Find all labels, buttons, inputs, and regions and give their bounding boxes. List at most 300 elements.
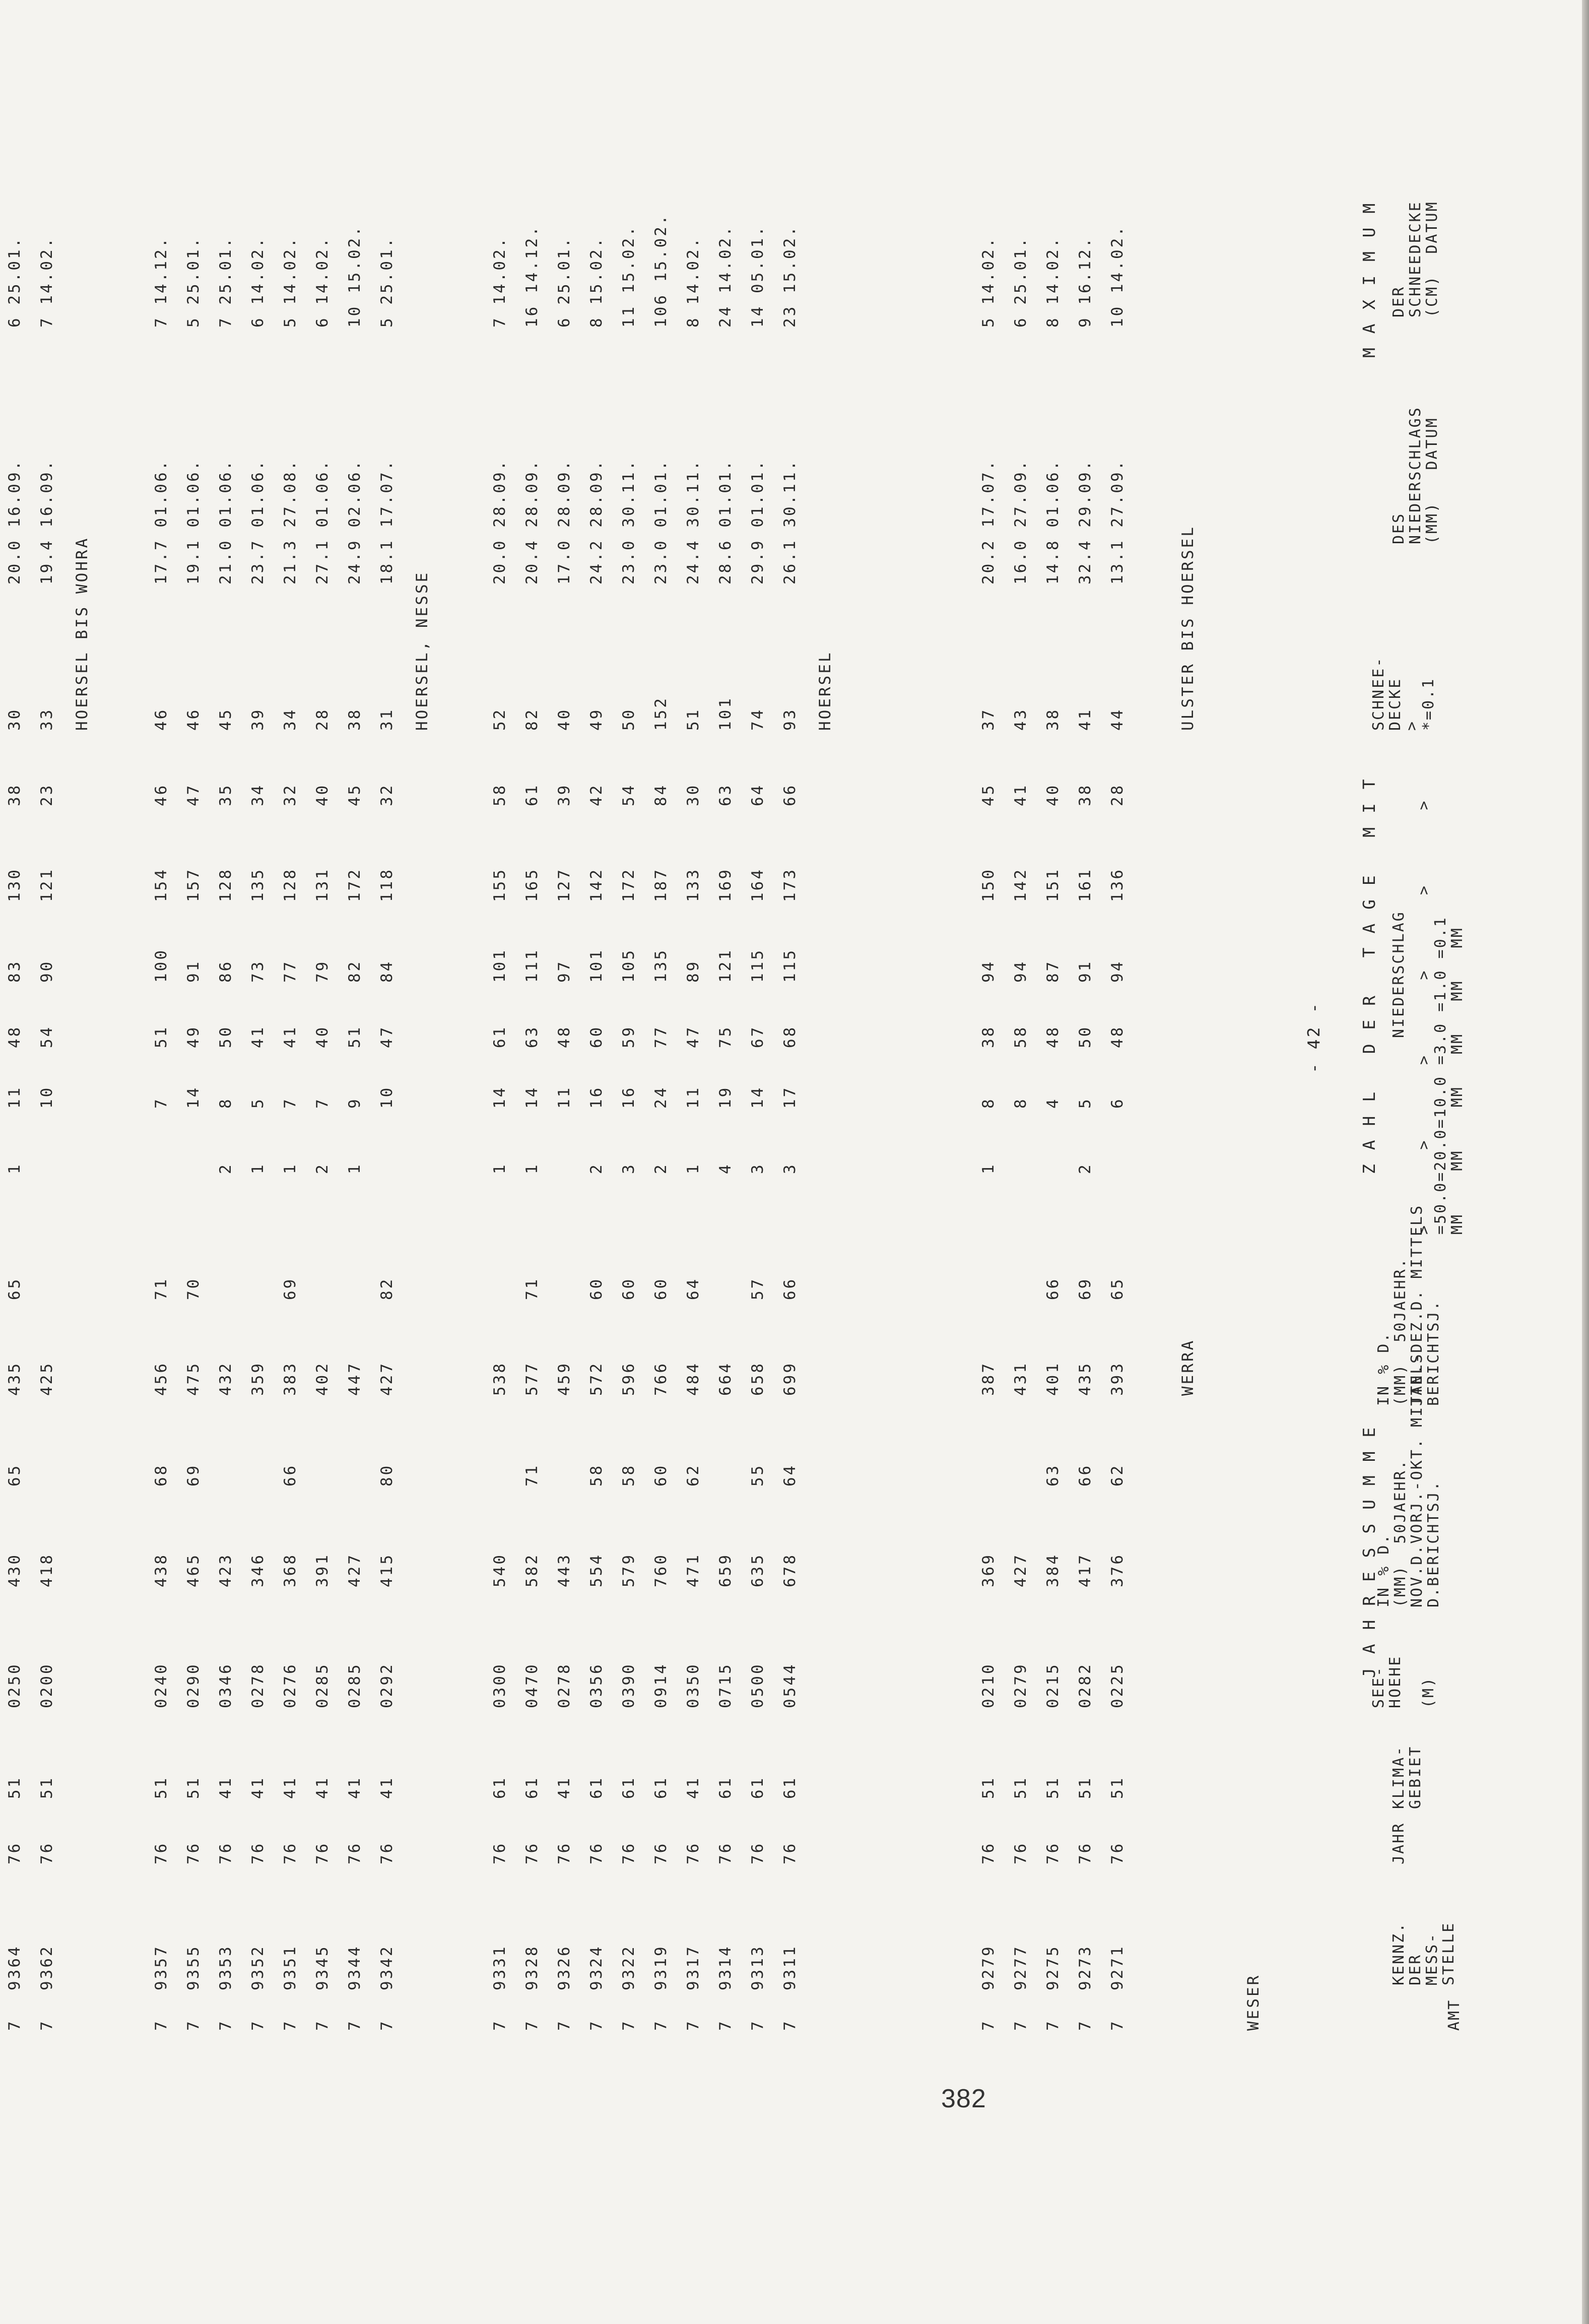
table-cell: 10: [378, 1085, 396, 1109]
table-cell: 17.0 28.09.: [555, 459, 573, 585]
table-cell: 8: [979, 1097, 998, 1109]
table-cell: 19.1 01.06.: [184, 459, 203, 585]
table-cell: 40: [313, 1025, 332, 1048]
table-cell: 14: [523, 1085, 541, 1109]
table-cell: 438: [152, 1553, 170, 1587]
subarea-label: HOERSEL BIS WOHRA: [73, 536, 91, 731]
table-cell: 19.4 16.09.: [38, 459, 56, 585]
table-cell: 55: [749, 1463, 767, 1487]
table-cell: 187: [652, 868, 670, 902]
table-cell: 74: [749, 707, 767, 731]
table-cell: 131: [313, 868, 332, 902]
table-cell: 2: [652, 1163, 670, 1174]
table-cell: 9355: [184, 1945, 203, 1990]
table-cell: 38: [346, 707, 364, 731]
table-cell: 48: [1108, 1025, 1127, 1048]
table-cell: 1: [249, 1163, 267, 1174]
table-cell: 28.6 01.01.: [716, 459, 735, 585]
table-cell: 26.1 30.11.: [781, 459, 799, 585]
table-cell: 10 15.02.: [346, 225, 364, 328]
table-cell: 9351: [281, 1945, 299, 1990]
table-cell: 61: [587, 1776, 606, 1799]
table-cell: 76: [281, 1841, 299, 1864]
table-cell: 40: [1044, 783, 1062, 806]
table-cell: 76: [652, 1841, 670, 1864]
table-cell: 100: [152, 948, 170, 983]
table-cell: 5 14.02.: [979, 236, 998, 328]
table-cell: 16 14.12.: [523, 225, 541, 328]
subarea-label: HOERSEL, NESSE: [413, 570, 431, 731]
table-cell: 7: [652, 2019, 670, 2031]
table-row: [1012, 0, 1030, 2031]
table-cell: 38: [1044, 707, 1062, 731]
table-cell: 58: [587, 1463, 606, 1487]
table-cell: 0390: [620, 1662, 638, 1708]
table-cell: 418: [38, 1553, 56, 1587]
maximum-title: M A X I M U M: [1359, 201, 1379, 358]
table-cell: 16.0 27.09.: [1012, 459, 1030, 585]
table-cell: 76: [313, 1841, 332, 1864]
table-cell: 142: [587, 868, 606, 902]
table-cell: 154: [152, 868, 170, 902]
table-cell: 447: [346, 1362, 364, 1396]
table-cell: 7: [716, 2019, 735, 2031]
table-cell: 24: [652, 1085, 670, 1109]
table-cell: 133: [684, 868, 702, 902]
table-cell: 7: [249, 2019, 267, 2031]
table-cell: 118: [378, 868, 396, 902]
table-cell: 63: [523, 1025, 541, 1048]
table-cell: 76: [781, 1841, 799, 1864]
table-cell: 65: [6, 1463, 24, 1487]
table-cell: 34: [249, 783, 267, 806]
table-cell: 51: [979, 1776, 998, 1799]
table-cell: 6 14.02.: [249, 236, 267, 328]
table-cell: 33: [38, 707, 56, 731]
table-cell: 7 25.01.: [217, 236, 235, 328]
table-cell: 9313: [749, 1945, 767, 1990]
table-cell: 1: [281, 1163, 299, 1174]
table-cell: 11: [555, 1085, 573, 1109]
table-cell: 157: [184, 868, 203, 902]
table-cell: 51: [684, 707, 702, 731]
table-cell: 0292: [378, 1662, 396, 1708]
table-cell: 7: [523, 2019, 541, 2031]
table-cell: 51: [184, 1776, 203, 1799]
table-cell: 77: [652, 1025, 670, 1048]
table-cell: 20.0 28.09.: [491, 459, 509, 585]
table-cell: 84: [652, 783, 670, 806]
table-cell: 61: [523, 1776, 541, 1799]
table-cell: 393: [1108, 1362, 1127, 1396]
table-cell: 23.0 30.11.: [620, 459, 638, 585]
table-cell: 45: [217, 707, 235, 731]
table-cell: 52: [491, 707, 509, 731]
table-cell: 66: [781, 783, 799, 806]
table-cell: 0278: [555, 1662, 573, 1708]
table-cell: 2: [313, 1163, 332, 1174]
table-cell: 14: [184, 1085, 203, 1109]
table-cell: 7 14.02.: [491, 236, 509, 328]
table-cell: 431: [1012, 1362, 1030, 1396]
table-cell: 63: [716, 783, 735, 806]
table-row: [979, 0, 998, 2031]
table-cell: 0200: [38, 1662, 56, 1708]
table-cell: 127: [555, 868, 573, 902]
table-cell: 7: [346, 2019, 364, 2031]
table-cell: 540: [491, 1553, 509, 1587]
table-cell: 20.4 28.09.: [523, 459, 541, 585]
table-cell: 61: [652, 1776, 670, 1799]
table-cell: 73: [249, 959, 267, 983]
table-cell: 7: [684, 2019, 702, 2031]
table-cell: 69: [281, 1277, 299, 1300]
table-cell: 658: [749, 1362, 767, 1396]
table-cell: 8 15.02.: [587, 236, 606, 328]
table-cell: 1: [684, 1163, 702, 1174]
table-cell: 151: [1044, 868, 1062, 902]
table-cell: 14: [749, 1085, 767, 1109]
table-cell: 172: [620, 868, 638, 902]
table-cell: 1: [979, 1163, 998, 1174]
table-cell: 40: [555, 707, 573, 731]
table-cell: 0210: [979, 1662, 998, 1708]
table-cell: 9322: [620, 1945, 638, 1990]
table-cell: 101: [491, 948, 509, 983]
table-cell: 35: [217, 783, 235, 806]
table-cell: 64: [749, 783, 767, 806]
table-cell: 28: [1108, 783, 1127, 806]
table-cell: 66: [1044, 1277, 1062, 1300]
table-cell: 425: [38, 1362, 56, 1396]
table-cell: 582: [523, 1553, 541, 1587]
table-cell: 71: [523, 1463, 541, 1487]
table-cell: 61: [491, 1025, 509, 1048]
table-cell: 46: [152, 783, 170, 806]
table-cell: 67: [749, 1025, 767, 1048]
table-cell: 9357: [152, 1945, 170, 1990]
table-cell: 32: [281, 783, 299, 806]
table-cell: 39: [249, 707, 267, 731]
table-cell: 23.0 01.01.: [652, 459, 670, 585]
table-cell: 9364: [6, 1945, 24, 1990]
table-cell: 21.3 27.08.: [281, 459, 299, 585]
table-cell: 484: [684, 1362, 702, 1396]
table-cell: 76: [6, 1841, 24, 1864]
table-cell: 3: [781, 1163, 799, 1174]
table-cell: 0276: [281, 1662, 299, 1708]
table-cell: 5 14.02.: [281, 236, 299, 328]
table-row: [313, 0, 332, 2031]
table-cell: 60: [587, 1025, 606, 1048]
table-cell: 40: [313, 783, 332, 806]
table-cell: 7: [6, 2019, 24, 2031]
table-cell: 47: [184, 783, 203, 806]
table-cell: 8: [1012, 1097, 1030, 1109]
table-cell: 1: [6, 1163, 24, 1174]
table-cell: 9317: [684, 1945, 702, 1990]
table-cell: 41: [684, 1776, 702, 1799]
table-cell: 0346: [217, 1662, 235, 1708]
table-cell: 29.9 01.01.: [749, 459, 767, 585]
table-cell: 28: [313, 707, 332, 731]
table-cell: 5: [1076, 1097, 1094, 1109]
table-cell: 51: [1076, 1776, 1094, 1799]
table-cell: 62: [1108, 1463, 1127, 1487]
table-row: [1044, 0, 1062, 2031]
table-cell: 64: [684, 1277, 702, 1300]
table-cell: 0350: [684, 1662, 702, 1708]
table-row: [781, 0, 799, 2031]
table-cell: 572: [587, 1362, 606, 1396]
table-cell: 51: [1044, 1776, 1062, 1799]
table-cell: 173: [781, 868, 799, 902]
table-cell: 0914: [652, 1662, 670, 1708]
table-cell: 94: [979, 959, 998, 983]
table-cell: 161: [1076, 868, 1094, 902]
subarea-label: ULSTER BIS HOERSEL: [1179, 525, 1197, 731]
table-cell: 41: [378, 1776, 396, 1799]
table-cell: 1: [523, 1163, 541, 1174]
table-cell: 47: [684, 1025, 702, 1048]
table-cell: 50: [217, 1025, 235, 1048]
table-cell: 76: [684, 1841, 702, 1864]
table-cell: 7: [979, 2019, 998, 2031]
table-cell: 7: [1108, 2019, 1127, 2031]
table-cell: 0278: [249, 1662, 267, 1708]
table-cell: 6: [1108, 1097, 1127, 1109]
table-cell: 17.7 01.06.: [152, 459, 170, 585]
table-row: [1076, 0, 1094, 2031]
table-cell: 427: [1012, 1553, 1030, 1587]
table-cell: 121: [38, 868, 56, 902]
table-cell: 475: [184, 1362, 203, 1396]
table-row: [587, 0, 606, 2031]
table-cell: 76: [1044, 1841, 1062, 1864]
table-cell: 94: [1108, 959, 1127, 983]
table-cell: 76: [378, 1841, 396, 1864]
table-cell: 577: [523, 1362, 541, 1396]
table-cell: 69: [184, 1463, 203, 1487]
table-cell: 128: [217, 868, 235, 902]
table-cell: 76: [38, 1841, 56, 1864]
table-cell: 111: [523, 948, 541, 983]
table-cell: 8: [217, 1097, 235, 1109]
table-cell: 10: [38, 1085, 56, 1109]
table-cell: 83: [6, 959, 24, 983]
table-row: [684, 0, 702, 2031]
table-cell: 6 25.01.: [1012, 236, 1030, 328]
table-cell: 76: [217, 1841, 235, 1864]
table-row: [6, 0, 24, 2031]
table-cell: 16: [620, 1085, 638, 1109]
table-cell: 0285: [346, 1662, 364, 1708]
table-cell: 76: [979, 1841, 998, 1864]
table-cell: 128: [281, 868, 299, 902]
table-cell: 24.2 28.09.: [587, 459, 606, 585]
header-max-niederschlag: DES NIEDERSCHLAGS (MM) DATUM: [1390, 406, 1441, 544]
table-cell: 54: [620, 783, 638, 806]
table-cell: 9273: [1076, 1945, 1094, 1990]
table-cell: 359: [249, 1362, 267, 1396]
table-cell: 76: [1012, 1841, 1030, 1864]
table-cell: 58: [491, 783, 509, 806]
header-jahr: JAHR: [1390, 1822, 1408, 1864]
header-days-thresholds: > > > > > > =50.0=20.0=10.0 =3.0 =1.0 =0.1 MM MM MM MM MM MM: [1415, 799, 1466, 1235]
table-cell: 0282: [1076, 1662, 1094, 1708]
table-cell: 41: [555, 1776, 573, 1799]
table-cell: 0290: [184, 1662, 203, 1708]
table-cell: 7: [620, 2019, 638, 2031]
table-cell: 0240: [152, 1662, 170, 1708]
table-cell: 3: [620, 1163, 638, 1174]
table-cell: 20.0 16.09.: [6, 459, 24, 585]
table-cell: 45: [979, 783, 998, 806]
header-seehoehe: SEE- HOEHE (M): [1370, 1655, 1437, 1708]
table-cell: 51: [6, 1776, 24, 1799]
table-cell: 68: [152, 1463, 170, 1487]
table-cell: 51: [152, 1776, 170, 1799]
table-row: [217, 0, 235, 2031]
header-klima: KLIMA- GEBIET: [1390, 1745, 1424, 1809]
table-row: [346, 0, 364, 2031]
table-cell: 664: [716, 1362, 735, 1396]
table-cell: 9 16.12.: [1076, 236, 1094, 328]
table-cell: 23: [38, 783, 56, 806]
table-cell: 50: [620, 707, 638, 731]
rotated-table-sheet: [6, 0, 1577, 2031]
table-cell: 7: [587, 2019, 606, 2031]
table-cell: 38: [979, 1025, 998, 1048]
table-cell: 41: [281, 1025, 299, 1048]
table-cell: 5 25.01.: [184, 236, 203, 328]
table-cell: 32: [378, 783, 396, 806]
table-cell: 82: [378, 1277, 396, 1300]
table-cell: 41: [281, 1776, 299, 1799]
table-cell: 346: [249, 1553, 267, 1587]
table-cell: 87: [1044, 959, 1062, 983]
table-cell: 142: [1012, 868, 1030, 902]
table-cell: 16: [587, 1085, 606, 1109]
table-cell: 60: [652, 1463, 670, 1487]
table-cell: 34: [281, 707, 299, 731]
table-cell: 7: [491, 2019, 509, 2031]
table-cell: 0470: [523, 1662, 541, 1708]
table-cell: 66: [781, 1277, 799, 1300]
table-cell: 45: [346, 783, 364, 806]
table-cell: 9345: [313, 1945, 332, 1990]
table-cell: 79: [313, 959, 332, 983]
table-cell: 60: [587, 1277, 606, 1300]
table-cell: 423: [217, 1553, 235, 1587]
table-cell: 8 14.02.: [1044, 236, 1062, 328]
table-cell: 3: [749, 1163, 767, 1174]
header-sum-nov-okt: IN % D. (MM) 50JAEHR. NOV.D.VORJ.-OKT. MITTELS D.BERICHTSJ.: [1375, 1352, 1442, 1607]
table-cell: 6 25.01.: [6, 236, 24, 328]
table-cell: 9324: [587, 1945, 606, 1990]
table-cell: 91: [1076, 959, 1094, 983]
table-cell: 41: [313, 1776, 332, 1799]
table-cell: 7 14.02.: [38, 236, 56, 328]
table-cell: 0250: [6, 1662, 24, 1708]
table-cell: 9326: [555, 1945, 573, 1990]
table-cell: 23.7 01.06.: [249, 459, 267, 585]
table-cell: 7: [781, 2019, 799, 2031]
table-cell: 20.2 17.07.: [979, 459, 998, 585]
table-cell: 37: [979, 707, 998, 731]
table-cell: 21.0 01.06.: [217, 459, 235, 585]
annual-sum-title: J A H R E S S U M M E: [1359, 1425, 1379, 1678]
header-kennz: KENNZ. DER MESS- STELLE: [1390, 1921, 1458, 1985]
table-cell: 121: [716, 948, 735, 983]
table-cell: 0356: [587, 1662, 606, 1708]
table-cell: 659: [716, 1553, 735, 1587]
table-cell: 0285: [313, 1662, 332, 1708]
table-cell: 66: [1076, 1463, 1094, 1487]
table-cell: 538: [491, 1362, 509, 1396]
table-cell: 10 14.02.: [1108, 225, 1127, 328]
table-cell: 115: [749, 948, 767, 983]
table-cell: 48: [1044, 1025, 1062, 1048]
table-cell: 93: [781, 707, 799, 731]
table-cell: 97: [555, 959, 573, 983]
table-cell: 2: [587, 1163, 606, 1174]
table-cell: 82: [523, 707, 541, 731]
table-cell: 169: [716, 868, 735, 902]
table-cell: 27.1 01.06.: [313, 459, 332, 585]
table-row: [378, 0, 396, 2031]
table-cell: 41: [1076, 707, 1094, 731]
table-cell: 152: [652, 696, 670, 731]
table-cell: 1: [491, 1163, 509, 1174]
table-cell: 7: [184, 2019, 203, 2031]
table-cell: 130: [6, 868, 24, 902]
table-cell: 155: [491, 868, 509, 902]
table-cell: 9275: [1044, 1945, 1062, 1990]
table-cell: 50: [1076, 1025, 1094, 1048]
table-cell: 9: [346, 1097, 364, 1109]
table-cell: 376: [1108, 1553, 1127, 1587]
table-cell: 635: [749, 1553, 767, 1587]
table-cell: 86: [217, 959, 235, 983]
table-cell: 456: [152, 1362, 170, 1396]
table-cell: 41: [217, 1776, 235, 1799]
table-cell: 4: [716, 1163, 735, 1174]
table-cell: 46: [184, 707, 203, 731]
table-cell: 59: [620, 1025, 638, 1048]
table-cell: 9328: [523, 1945, 541, 1990]
table-cell: 32.4 29.09.: [1076, 459, 1094, 585]
table-cell: 30: [684, 783, 702, 806]
table-cell: 41: [249, 1776, 267, 1799]
table-cell: 75: [716, 1025, 735, 1048]
table-cell: 9271: [1108, 1945, 1127, 1990]
table-cell: 76: [1076, 1841, 1094, 1864]
table-cell: 80: [378, 1463, 396, 1487]
table-cell: 65: [6, 1277, 24, 1300]
page-number: 382: [941, 2084, 986, 2113]
table-cell: 435: [1076, 1362, 1094, 1396]
table-cell: 94: [1012, 959, 1030, 983]
table-cell: 9353: [217, 1945, 235, 1990]
table-cell: 9344: [346, 1945, 364, 1990]
table-cell: 38: [6, 783, 24, 806]
table-row: [555, 0, 573, 2031]
table-cell: 7: [1076, 2019, 1094, 2031]
table-cell: 70: [184, 1277, 203, 1300]
table-cell: 82: [346, 959, 364, 983]
table-cell: 136: [1108, 868, 1127, 902]
